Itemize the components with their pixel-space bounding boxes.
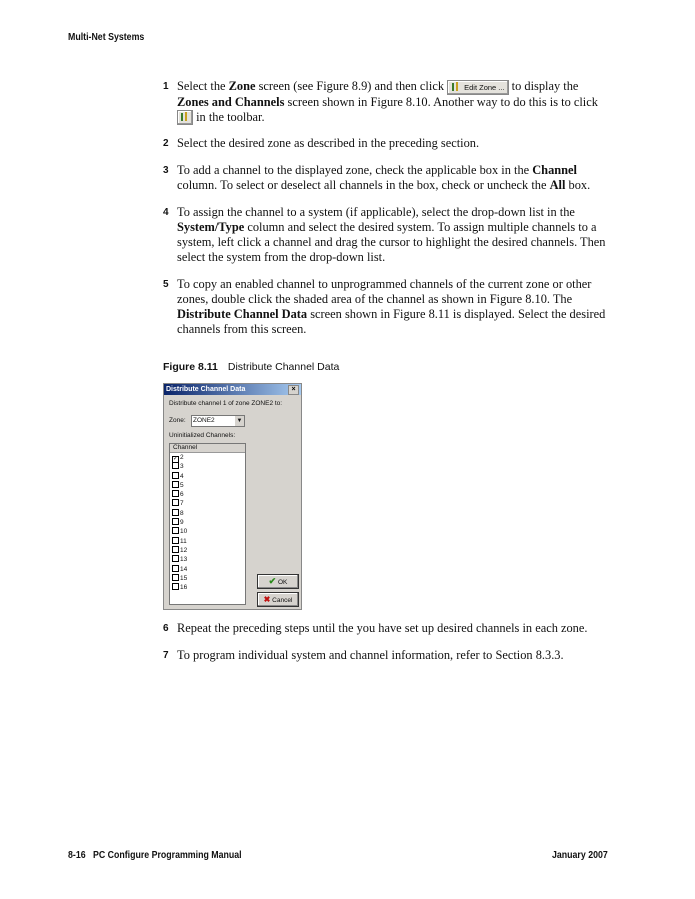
step-text	[177, 205, 613, 265]
step-3	[163, 163, 613, 193]
ok-label: OK	[277, 579, 288, 586]
channel-number: 9	[180, 519, 184, 527]
step-number: 3	[163, 165, 169, 176]
step-number: 6	[163, 623, 169, 634]
step-number: 2	[163, 138, 169, 149]
step-text	[177, 277, 613, 337]
step-6	[163, 621, 613, 636]
channel-row[interactable]	[170, 527, 245, 536]
channel-row[interactable]	[170, 462, 245, 471]
cancel-label: Cancel	[272, 597, 293, 604]
channel-checkbox[interactable]	[172, 490, 179, 497]
cancel-button[interactable]	[257, 592, 299, 607]
chevron-down-icon[interactable]: ▼	[236, 418, 243, 424]
text-run: in the toolbar.	[193, 109, 265, 124]
text-run: Select the desired zone as described in the preceding section.	[177, 136, 480, 150]
bold-term: Zone	[228, 79, 256, 93]
channel-number: 5	[180, 481, 184, 489]
channel-checkbox[interactable]	[172, 555, 179, 562]
channel-number: 10	[180, 528, 188, 536]
channel-checkbox[interactable]	[172, 537, 179, 544]
text-run: Repeat the preceding steps until the you have set up desired channels in each zone.	[177, 621, 588, 635]
figure-title: Distribute Channel Data	[227, 361, 340, 373]
text-run: box.	[565, 178, 591, 192]
text-run: To add a channel to the displayed zone, check the applicable box in the	[177, 163, 533, 177]
zone-select-value: ZONE2	[193, 417, 215, 424]
channel-number: 15	[180, 574, 188, 582]
x-icon: ✖	[263, 595, 271, 604]
channel-checkbox[interactable]	[172, 583, 179, 590]
text-run: column and select the desired system. To assign multiple channels to a system, left click a channel and drag the cursor to highlight the desired channels. Then select the system from the drop-down list.	[177, 220, 606, 264]
dialog-message: Distribute channel 1 of zone ZONE2 to:	[169, 400, 283, 407]
running-header: Multi-Net Systems	[68, 32, 145, 43]
channel-number: 12	[180, 546, 188, 554]
channel-checkbox[interactable]	[172, 518, 179, 525]
text-run: To assign the channel to a system (if applicable), select the drop-down list in the	[177, 205, 575, 219]
checkmark-icon: ✔	[268, 576, 277, 586]
step-number: 7	[163, 650, 169, 661]
channel-checkbox[interactable]	[172, 565, 179, 572]
channel-row[interactable]	[170, 546, 245, 555]
channel-list[interactable]	[169, 443, 246, 605]
channel-number: 13	[180, 556, 188, 564]
text-run: Select the	[177, 79, 229, 93]
text-run: screen shown in Figure 8.10. Another way to do this is to click	[284, 94, 598, 109]
channel-checkbox[interactable]	[172, 509, 179, 516]
step-4	[163, 205, 613, 265]
channel-checkbox[interactable]	[172, 462, 179, 469]
distribute-channel-dialog	[163, 383, 302, 610]
step-7	[163, 648, 613, 663]
channel-row[interactable]	[170, 499, 245, 508]
step-text	[177, 136, 613, 151]
text-run: screen (see Figure 8.9) and then click	[255, 79, 448, 93]
edit-zone-button[interactable]	[447, 80, 508, 95]
step-2	[163, 136, 613, 151]
channel-row[interactable]	[170, 574, 245, 583]
channel-column-header[interactable]: Channel	[170, 444, 245, 453]
channel-row[interactable]	[170, 555, 245, 564]
text-run: To copy an enabled channel to unprogrammed channels of the current zone or other zones, double click the shaded area of the channel as shown in Figure 8.10. The	[177, 277, 592, 306]
zone-toolbar-icon[interactable]	[177, 110, 193, 125]
edit-zone-label: Edit Zone ...	[464, 82, 505, 92]
zone-icon	[451, 82, 461, 91]
channel-checkbox[interactable]	[172, 574, 179, 581]
step-number: 5	[163, 279, 169, 290]
channel-number: 3	[180, 463, 184, 471]
channel-checkbox[interactable]	[172, 546, 179, 553]
bold-term: Distribute Channel Data	[177, 307, 308, 321]
channel-row[interactable]	[170, 518, 245, 527]
footer-left: 8-16 PC Configure Programming Manual	[68, 850, 242, 861]
footer-right: January 2007	[552, 850, 608, 861]
step-5	[163, 277, 613, 337]
zone-icon	[180, 112, 190, 121]
channel-checkbox[interactable]	[172, 481, 179, 488]
step-text	[177, 163, 613, 193]
channel-row[interactable]	[170, 583, 245, 592]
text-run: column. To select or deselect all channels in the box, check or uncheck the	[177, 178, 550, 192]
dialog-title: Distribute Channel Data	[166, 386, 246, 393]
bold-term: Zones and Channels	[177, 94, 285, 109]
channel-row[interactable]	[170, 481, 245, 490]
channel-number: 14	[180, 565, 188, 573]
bold-term: Channel	[532, 163, 577, 177]
figure-caption	[163, 361, 339, 373]
channel-row[interactable]	[170, 509, 245, 518]
channel-number: 4	[180, 472, 184, 480]
channel-checkbox[interactable]: ✓	[173, 456, 179, 462]
channel-number: 16	[180, 584, 188, 592]
channel-row[interactable]	[170, 537, 245, 546]
step-text	[177, 621, 613, 636]
step-number: 1	[163, 81, 169, 92]
text-run: To program individual system and channel information, refer to Section 8.3.3.	[177, 648, 564, 662]
channel-number: 2	[180, 454, 184, 461]
zone-label: Zone:	[169, 417, 186, 424]
channel-checkbox[interactable]	[172, 527, 179, 534]
channel-number: 7	[180, 500, 184, 508]
channel-row[interactable]	[170, 565, 245, 574]
step-number: 4	[163, 207, 169, 218]
text-run: screen shown in Figure 8.11 is displayed. Select the desired channels from this screen.	[177, 307, 606, 336]
channel-checkbox[interactable]	[172, 472, 179, 479]
channel-number: 8	[180, 509, 184, 517]
step-1	[163, 79, 613, 125]
channel-checkbox[interactable]	[172, 499, 179, 506]
uninitialized-channels-label: Uninitialized Channels:	[169, 432, 236, 439]
zone-select[interactable]	[191, 415, 245, 427]
ok-button[interactable]	[257, 574, 299, 589]
channel-number: 11	[180, 537, 187, 545]
dialog-title-bar	[164, 384, 301, 395]
channel-row[interactable]	[170, 453, 245, 462]
close-icon[interactable]: ×	[288, 385, 299, 395]
step-text	[177, 79, 613, 125]
channel-row[interactable]	[170, 472, 245, 481]
bold-term: System/Type	[177, 220, 245, 234]
channel-row[interactable]	[170, 490, 245, 499]
channel-number: 6	[180, 491, 184, 499]
figure-label: Figure 8.11	[163, 361, 218, 373]
step-text	[177, 648, 613, 663]
bold-term: All	[549, 178, 566, 192]
text-run: to display the	[508, 79, 579, 93]
